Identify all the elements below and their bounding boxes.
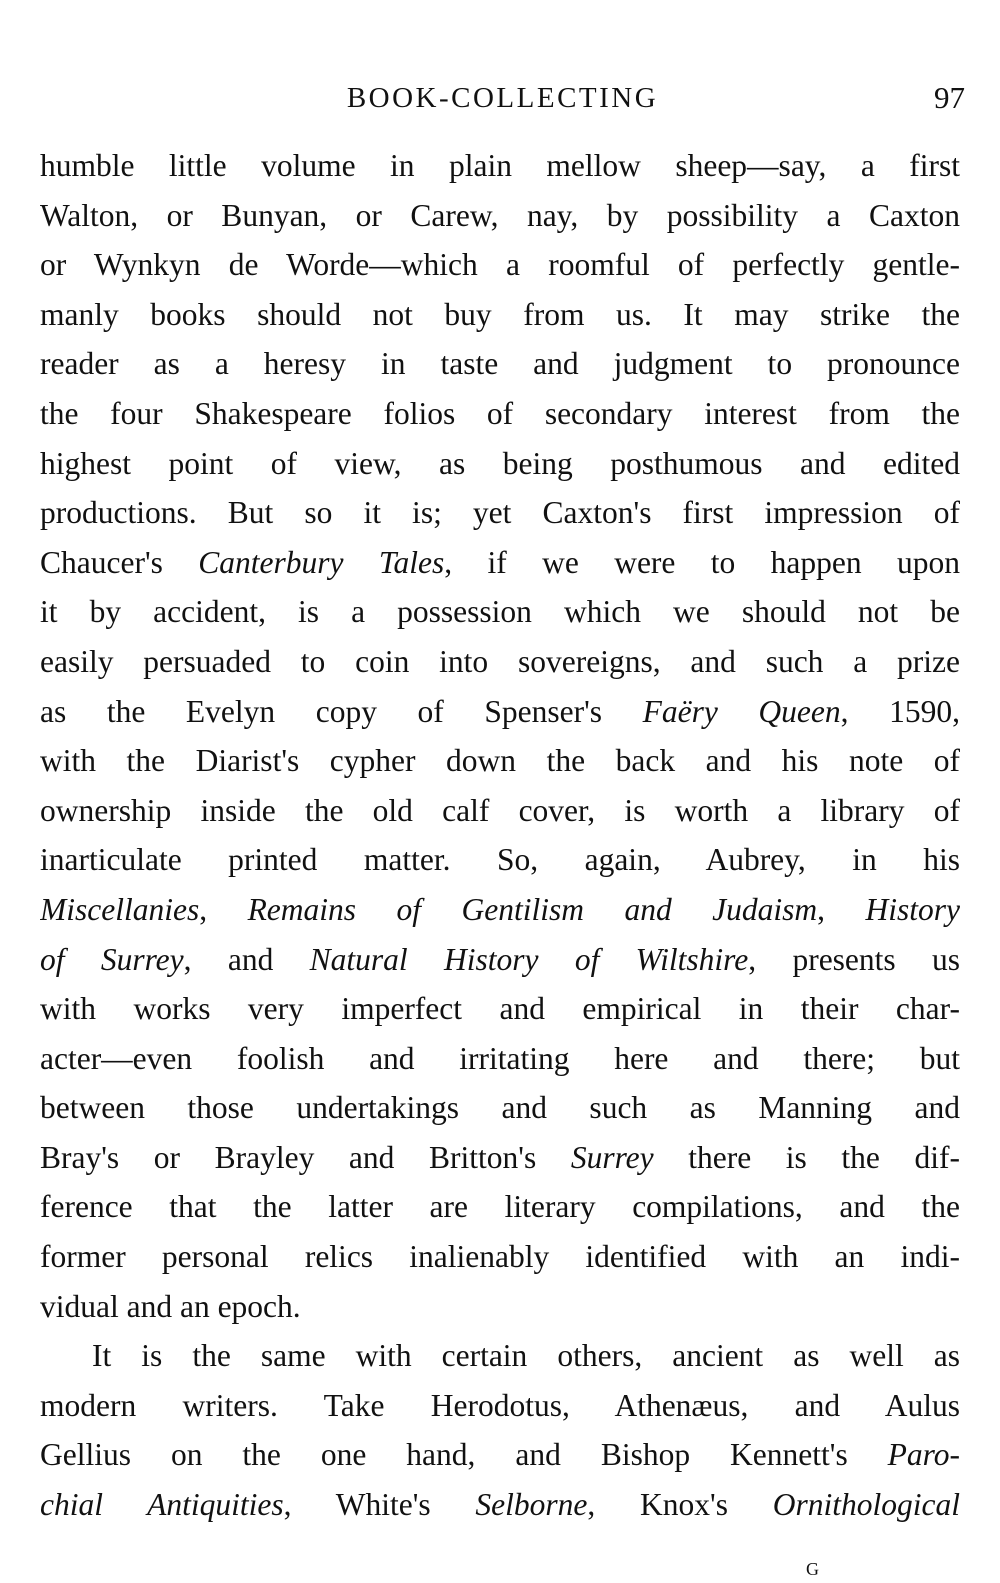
text-line-1: humble little volume in plain mellow sheep—say, a first: [40, 148, 960, 183]
italic-title: Surrey: [570, 1139, 654, 1175]
italic-title: Ornithological: [772, 1487, 960, 1523]
text-line-8: productions. But so it is; yet Caxton's first impression of: [40, 495, 960, 531]
italic-title: Paro-: [887, 1437, 960, 1473]
text-line-19: acter—even foolish and irritating here and there; but: [40, 1040, 960, 1076]
text-line-6: the four Shakespeare folios of secondary interest from the: [40, 395, 960, 431]
text-line-2: Walton, or Bunyan, or Carew, nay, by possibility a Caxton: [40, 197, 960, 233]
body-text: [40, 141, 960, 1530]
text-line-5: reader as a heresy in taste and judgment to pronounce: [40, 346, 960, 382]
text-line-17: of Surrey, and Natural History of Wiltshire, presents us: [40, 941, 960, 977]
text-line-22: ference that the latter are literary compilations, and the: [40, 1189, 960, 1225]
text-line-21: Bray's or Brayley and Britton's Surrey there is the dif-: [40, 1139, 960, 1175]
running-title: BOOK-COLLECTING: [346, 82, 659, 114]
text-line-14: ownership inside the old calf cover, is worth a library of: [40, 792, 960, 828]
text-line-23: former personal relics inalienably identified with an indi-: [40, 1239, 960, 1275]
text-line-18: with works very imperfect and empirical in their char-: [40, 991, 960, 1027]
text-line-15: inarticulate printed matter. So, again, Aubrey, in his: [40, 842, 960, 878]
text-line-28: chial Antiquities, White's Selborne, Knox's Ornithological: [40, 1487, 960, 1523]
italic-title: Canterbury Tales: [198, 544, 445, 580]
text-line-4: manly books should not buy from us. It may strike the: [40, 296, 960, 332]
signature-mark: G: [806, 1559, 820, 1579]
text-line-12: as the Evelyn copy of Spenser's Faëry Queen, 1590,: [40, 693, 960, 729]
page-number: 97: [934, 80, 965, 115]
text-line-27: Gellius on the one hand, and Bishop Kennett's Paro-: [40, 1437, 960, 1473]
text-line-11: easily persuaded to coin into sovereigns, and such a prize: [40, 643, 960, 679]
text-line-10: it by accident, is a possession which we should not be: [40, 594, 960, 630]
italic-title: Natural History of Wiltshire: [309, 941, 749, 977]
italic-title: History: [865, 891, 960, 927]
italic-title: Selborne: [475, 1487, 588, 1523]
text-line-16: Miscellanies, Remains of Gentilism and Judaism, History: [40, 891, 960, 927]
text-line-3: or Wynkyn de Worde—which a roomful of perfectly gentle-: [40, 247, 960, 283]
text-line-24: vidual and an epoch.: [40, 1288, 301, 1324]
italic-title: Remains of Gentilism and Judaism: [247, 891, 818, 927]
italic-title: chial Antiquities: [40, 1487, 284, 1523]
text-line-9: Chaucer's Canterbury Tales, if we were to happen upon: [40, 544, 960, 580]
running-head: [40, 78, 965, 118]
text-line-20: between those undertakings and such as Manning and: [40, 1090, 960, 1126]
text-line-13: with the Diarist's cypher down the back and his note of: [40, 743, 960, 779]
italic-title: Miscellanies: [40, 891, 200, 927]
italic-title: Faëry Queen: [642, 693, 841, 729]
text-line-7: highest point of view, as being posthumous and edited: [40, 445, 960, 481]
text-line-26: modern writers. Take Herodotus, Athenæus, and Aulus: [40, 1387, 960, 1423]
italic-title: of Surrey: [40, 941, 184, 977]
text-line-25: It is the same with certain others, ancient as well as: [92, 1338, 960, 1374]
